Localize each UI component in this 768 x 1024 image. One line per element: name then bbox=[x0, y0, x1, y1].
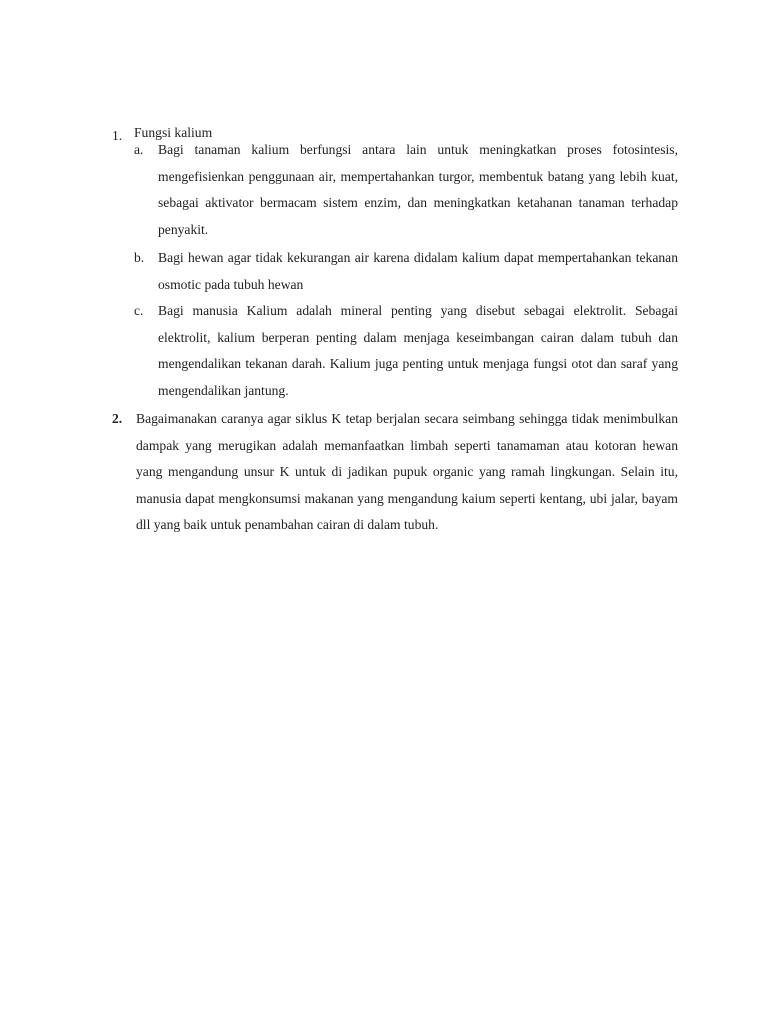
sub-item-b bbox=[134, 245, 678, 298]
list-number: 2. bbox=[112, 411, 123, 426]
sub-item-letter: c. bbox=[134, 303, 144, 318]
sub-item-letter: a. bbox=[134, 142, 144, 157]
paragraph-text: Bagaimanakan caranya agar siklus K tetap berjalan secara seimbang sehingga tidak menimbulkan dampak yang merugikan adalah memanfaatkan limbah seperti tanamaman atau kotoran hewan yang mengandung unsur K untuk di jadikan pupuk organic yang ramah lingkungan. Selain itu, manusia dapat mengkonsumsi makanan yang mengandung kaium seperti kentang, ubi jalar, bayam dll yang baik untuk penambahan cairan di dalam tubuh. bbox=[136, 411, 678, 533]
list-number: 1. bbox=[112, 128, 123, 143]
sub-item-a bbox=[134, 137, 678, 243]
sub-item-text: Bagi tanaman kalium berfungsi antara lain untuk meningkatkan proses fotosintesis, mengefisienkan penggunaan air, mempertahankan turgor, membentuk batang yang lebih kuat, sebagai aktivator bermacam sistem enzim, dan meningkatkan ketahanan tanaman terhadap penyakit. bbox=[158, 142, 678, 237]
sub-item-c bbox=[134, 298, 678, 404]
section-heading: Fungsi kalium bbox=[134, 125, 213, 140]
sub-item-text: Bagi hewan agar tidak kekurangan air karena didalam kalium dapat mempertahankan tekanan osmotic pada tubuh hewan bbox=[158, 250, 678, 292]
list-item-2 bbox=[112, 406, 678, 539]
sub-item-text: Bagi manusia Kalium adalah mineral penting yang disebut sebagai elektrolit. Sebagai elektrolit, kalium berperan penting dalam menjaga keseimbangan cairan dalam tubuh dan mengendalikan tekanan darah. Kalium juga penting untuk menjaga fungsi otot dan saraf yang mengendalikan jantung. bbox=[158, 303, 678, 398]
sub-item-letter: b. bbox=[134, 250, 145, 265]
